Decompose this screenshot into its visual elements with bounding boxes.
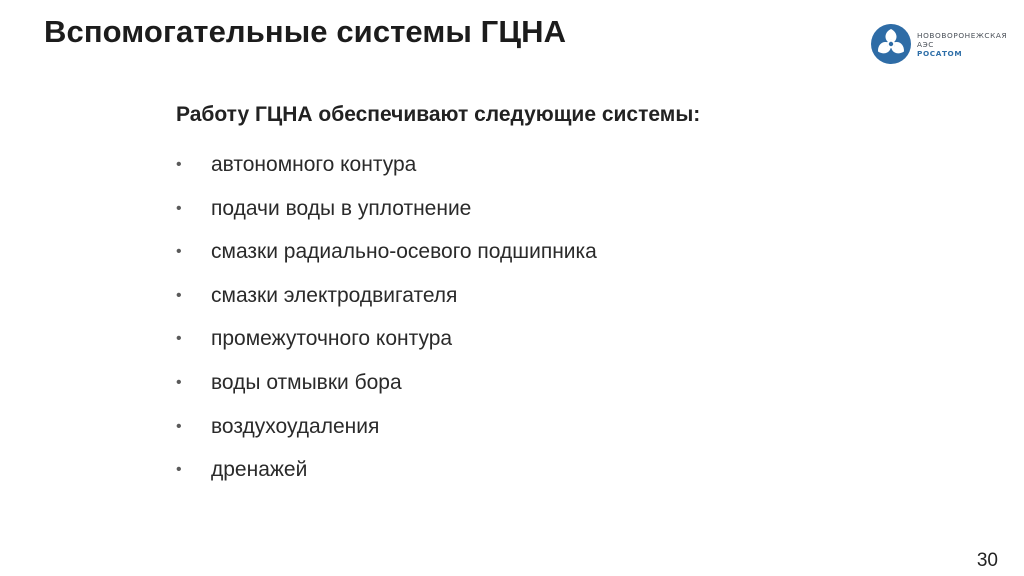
slide-subtitle: Работу ГЦНА обеспечивают следующие системы: — [176, 103, 701, 126]
list-item-text: воздухоудаления — [211, 414, 380, 438]
bullet-icon: • — [176, 286, 182, 304]
rosatom-logo-icon — [870, 23, 912, 65]
list-item-text: воды отмывки бора — [211, 370, 402, 394]
slide-title: Вспомогательные системы ГЦНА — [44, 14, 567, 49]
logo-text — [917, 31, 1007, 58]
bullet-icon: • — [176, 330, 182, 348]
list-item-text: смазки электродвигателя — [211, 283, 458, 307]
logo-line-2: АЭС — [917, 39, 934, 49]
list-item-text: подачи воды в уплотнение — [211, 196, 472, 220]
bullet-icon: • — [176, 417, 182, 435]
list-item-text: автономного контура — [211, 153, 417, 176]
logo-line-3: РОСАТОМ — [917, 48, 963, 58]
company-logo — [870, 20, 1010, 68]
bullet-icon: • — [176, 199, 182, 217]
bullet-icon: • — [176, 156, 182, 173]
list-item-text: промежуточного контура — [211, 327, 453, 351]
bullet-icon: • — [176, 461, 182, 479]
list-item-text: дренажей — [211, 458, 308, 482]
logo-line-1: НОВОВОРОНЕЖСКАЯ — [917, 30, 1008, 40]
list-item-text: смазки радиально-осевого подшипника — [211, 240, 597, 264]
bullet-icon: • — [176, 373, 182, 391]
bullet-icon: • — [176, 243, 182, 261]
page-number: 30 — [976, 550, 998, 571]
